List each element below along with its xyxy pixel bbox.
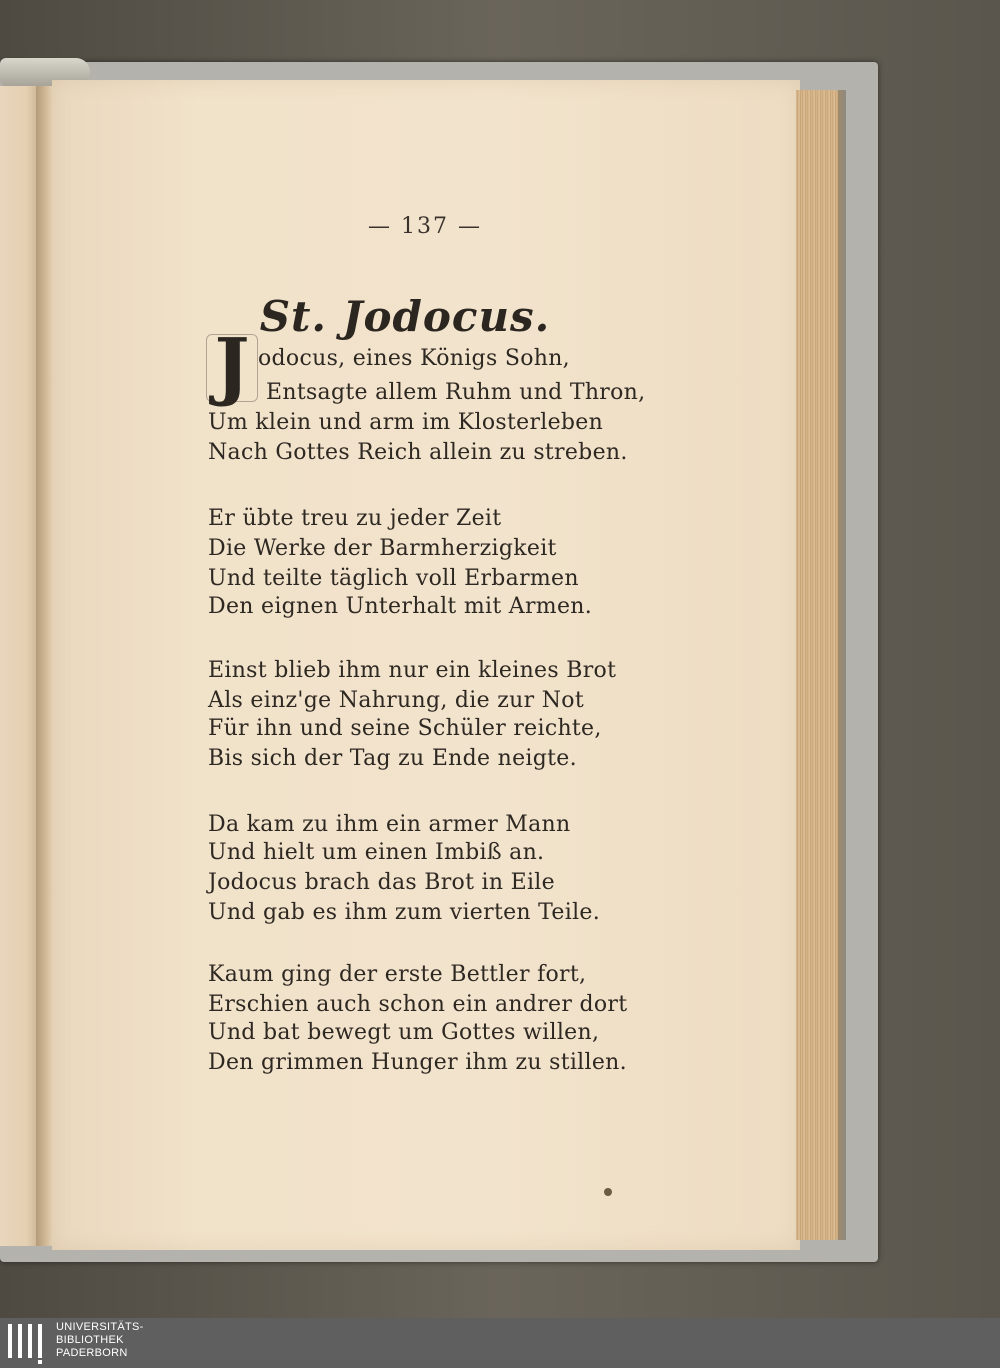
poem-line: odocus, eines Königs Sohn,: [258, 346, 570, 371]
facing-page: [0, 86, 38, 1246]
poem-line: Die Werke der Barmherzigkeit: [208, 536, 557, 561]
library-footer: [0, 1318, 1000, 1368]
poem-line: Den eignen Unterhalt mit Armen.: [208, 594, 593, 619]
poem-line: Einst blieb ihm nur ein kleines Brot: [208, 658, 617, 683]
decorated-initial: J: [204, 326, 260, 406]
library-logo-icon: [6, 1324, 50, 1364]
poem-line: Um klein und arm im Klosterleben: [208, 410, 604, 435]
library-name: [56, 1321, 144, 1360]
library-name-line1: UNIVERSITÄTS-: [56, 1321, 144, 1333]
poem-line: Da kam zu ihm ein armer Mann: [208, 812, 571, 837]
poem-line: Und teilte täglich voll Erbarmen: [208, 566, 579, 591]
poem-line: Bis sich der Tag zu Ende neigte.: [208, 746, 577, 771]
page-edge-shadow: [838, 90, 846, 1240]
poem-line: Er übte treu zu jeder Zeit: [208, 506, 502, 531]
page-number: — 137 —: [368, 214, 482, 239]
ink-spot: [604, 1188, 612, 1196]
poem-line: Und hielt um einen Imbiß an.: [208, 840, 545, 865]
page-edges: [796, 90, 840, 1240]
poem-line: Und bat bewegt um Gottes willen,: [208, 1020, 600, 1045]
poem-line: Und gab es ihm zum vierten Teile.: [208, 900, 601, 925]
poem-line: Für ihn und seine Schüler reichte,: [208, 716, 602, 741]
poem-line: Entsagte allem Ruhm und Thron,: [266, 380, 646, 405]
library-name-line3: PADERBORN: [56, 1347, 128, 1359]
library-name-line2: BIBLIOTHEK: [56, 1334, 124, 1346]
poem-line: Den grimmen Hunger ihm zu stillen.: [208, 1050, 627, 1075]
poem-title: St. Jodocus.: [259, 292, 551, 341]
poem-line: Kaum ging der erste Bettler fort,: [208, 962, 587, 987]
poem-line: Erschien auch schon ein andrer dort: [208, 992, 628, 1017]
poem-line: Nach Gottes Reich allein zu streben.: [208, 440, 628, 465]
poem-line: Als einz'ge Nahrung, die zur Not: [208, 688, 584, 713]
poem-line: Jodocus brach das Brot in Eile: [208, 870, 555, 895]
